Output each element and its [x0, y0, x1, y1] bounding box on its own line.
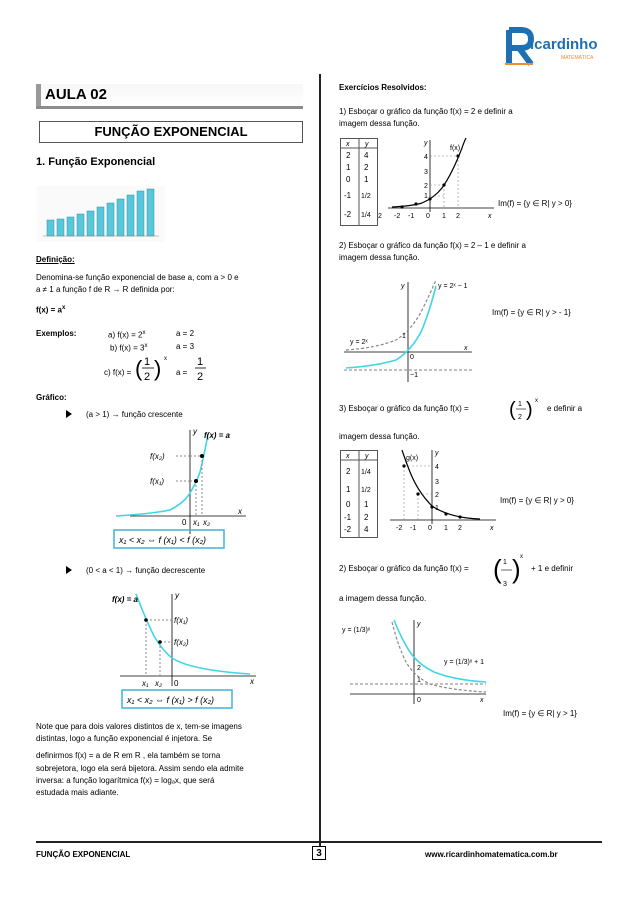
t1-head-x: x: [346, 141, 350, 148]
svg-text:): ): [526, 399, 533, 421]
ex3-fraction: [509, 394, 543, 426]
g2-fa: f(x) = a: [112, 595, 139, 604]
ex2-image: Im(f) = {y ∈ R| y > - 1}: [492, 308, 571, 317]
ex3-line2: imagem dessa função.: [339, 432, 420, 441]
g3-ty3: 3: [424, 169, 428, 176]
t2-head-y: y: [365, 453, 369, 460]
example-c-condition: a =: [176, 368, 188, 377]
svg-text:(: (: [135, 356, 143, 381]
grafico-label: Gráfico:: [36, 393, 67, 402]
formula-text: f(x) = a: [36, 305, 63, 315]
footer-title: FUNÇÃO EXPONENCIAL: [36, 850, 131, 859]
g6-one: 1: [417, 677, 421, 684]
g1-x: x: [238, 507, 242, 516]
decrescente-item: [66, 565, 205, 576]
t1-r3-y: 1/2: [361, 193, 371, 200]
g6-f2: y = (1/3)ˣ + 1: [444, 659, 485, 666]
definicao-line2: a ≠ 1 a função f de R → R definida por:: [36, 285, 175, 294]
t2-r0-y: 1/4: [361, 469, 371, 476]
ex3-line1: 3) Esboçar o gráfico da função f(x) =: [339, 404, 469, 413]
g3-tx3: 1: [442, 213, 446, 220]
t1-r0-y: 4: [364, 151, 369, 160]
ex1-line2: imagem dessa função.: [339, 119, 420, 128]
example-a-text: a) f(x) = 2: [108, 330, 143, 340]
g1-x2: x₂: [203, 518, 211, 527]
ex3-image: Im(f) = {y ∈ R| y > 0}: [500, 496, 574, 505]
g3-x: x: [488, 213, 492, 220]
g4-y: y: [401, 283, 405, 290]
crescente-text: (a > 1) → função crescente: [86, 410, 183, 419]
g5-tx2: 0: [428, 525, 432, 532]
g1-y: y: [193, 427, 197, 436]
t2-r3-x: -1: [344, 513, 352, 522]
g5-tx1: -1: [410, 525, 417, 532]
g3-y: y: [424, 140, 428, 147]
ex1-image: Im(f) = {y ∈ R| y > 0}: [498, 199, 572, 208]
svg-text:): ): [512, 554, 521, 584]
t1-r4-y: 1/4: [361, 212, 371, 219]
g6-two: 2: [417, 665, 421, 672]
t1-r1-y: 2: [364, 163, 369, 172]
example-a: [108, 328, 145, 341]
example-c-cond-fraction: [194, 353, 208, 383]
g2-y: y: [175, 591, 179, 600]
example-b-text: b) f(x) = 3: [110, 343, 145, 353]
g3-ty1: 1: [424, 193, 428, 200]
g3-ty2: 2: [424, 183, 428, 190]
svg-text:(: (: [493, 554, 502, 584]
ex2-line1: 2) Esboçar o gráfico da função f(x) = 2 – 1 e definir a: [339, 241, 526, 250]
definicao-line1: Denomina-se função exponencial de base a, com a > 0 e: [36, 273, 239, 282]
g5-tx4: 2: [458, 525, 462, 532]
t2-r4-y: 4: [364, 525, 369, 534]
ex4-exp: x: [520, 554, 523, 560]
t2-r1-x: 1: [346, 485, 351, 494]
g3-ty4: 4: [424, 154, 428, 161]
logo-text: icardinho: [530, 36, 598, 53]
g4-minus: −1: [410, 372, 418, 379]
t2-r3-y: 2: [364, 513, 369, 522]
bullet-icon: [66, 410, 72, 418]
t2-r1-y: 1/2: [361, 487, 371, 494]
decrescente-text: (0 < a < 1) → função decrescente: [86, 566, 206, 575]
ex3-num: 1: [518, 401, 522, 408]
ex3-line1b: e definir a: [547, 404, 583, 413]
g5-x: x: [490, 525, 494, 532]
example-a-condition: a = 2: [176, 329, 195, 338]
exercicios-heading: Exercícios Resolvidos:: [339, 83, 427, 92]
t1-r2-y: 1: [364, 175, 369, 184]
cond-den: 2: [197, 371, 204, 383]
g1-o: 0: [182, 518, 187, 527]
g5-ty2: 2: [435, 492, 439, 499]
g2-x: x: [250, 677, 254, 686]
g2-relation: x₁ < x₂ ⇔ f (x₁) > f (x₂): [127, 695, 215, 705]
g5-g: g(x): [406, 455, 419, 462]
g3-tx2: 0: [426, 213, 430, 220]
g1-relation: x₁ < x₂ ⇔ f (x₁) < f (x₂): [119, 535, 207, 545]
g3-extra: 2: [378, 213, 382, 220]
g2-x1: x₁: [142, 679, 149, 688]
note-line6: estudada mais adiante.: [36, 788, 119, 797]
graph-decreasing: [110, 590, 260, 712]
ex4-line2: a imagem dessa função.: [339, 594, 427, 603]
g6-zero: 0: [417, 697, 421, 704]
section-heading: 1. Função Exponencial: [36, 156, 156, 168]
logo-subtext: MATEMÁTICA: [561, 55, 594, 61]
cond-num: 1: [197, 356, 204, 368]
note-line2: distintas, logo a função exponencial é injetora. Se: [36, 734, 213, 743]
g2-fx1: f(x₁): [174, 616, 189, 625]
t2-r2-x: 0: [346, 500, 351, 509]
note-line1: Note que para dois valores distintos de x, tem-se imagens: [36, 722, 242, 731]
note-line5: inversa: a função logarítmica f(x) = logₐx, que será: [36, 776, 215, 785]
t1-head-y: y: [365, 141, 369, 148]
page-title: FUNÇÃO EXPONENCIAL: [39, 121, 303, 143]
note-line4: sobrejetora, logo ela será bijetora. Assim sendo ela admite: [36, 764, 244, 773]
example-b-exp: x: [144, 343, 148, 349]
g4-zero: 0: [410, 354, 414, 361]
ex4-image: Im(f) = {y ∈ R| y > 1}: [503, 709, 577, 718]
t2-r0-x: 2: [346, 467, 351, 476]
bar-chart-image: [37, 186, 165, 242]
frac-den: 2: [144, 371, 151, 383]
g3-f: f(x): [450, 145, 461, 152]
graph-increasing: [110, 426, 250, 552]
svg-text:): ): [154, 356, 162, 381]
page-number: 3: [312, 846, 326, 860]
t1-r1-x: 1: [346, 163, 351, 172]
g2-fx2: f(x₂): [174, 638, 189, 647]
g2-x2: x₂: [155, 679, 163, 688]
g5-ty1: 1: [435, 505, 439, 512]
g6-f1: y = (1/3)ˣ: [342, 627, 371, 634]
g4-one: 1: [402, 333, 406, 340]
g5-y: y: [435, 450, 439, 457]
example-c: c) f(x) =: [104, 368, 132, 377]
ex3-graph: [380, 446, 500, 538]
note-line3: definirmos f(x) = a de R em R , ela também se torna: [36, 751, 221, 760]
column-divider: [319, 74, 321, 846]
g3-tx0: -2: [394, 213, 401, 220]
ex4-fraction: [493, 550, 527, 590]
example-b-condition: a = 3: [176, 342, 195, 351]
definicao-label: Definição:: [36, 255, 75, 264]
g4-f: y = 2ˣ − 1: [438, 283, 468, 290]
t2-r2-y: 1: [364, 500, 369, 509]
definicao-formula: [36, 303, 65, 316]
crescente-item: [66, 409, 183, 420]
g3-tx1: -1: [408, 213, 415, 220]
example-a-exp: x: [142, 330, 146, 336]
ex3-table: [340, 450, 378, 538]
g5-tx3: 1: [444, 525, 448, 532]
t1-r4-x: -2: [344, 210, 352, 219]
ex3-exp: x: [535, 398, 538, 404]
ex2-graph: [336, 276, 476, 388]
g2-o: 0: [174, 679, 179, 688]
ex4-num: 1: [503, 559, 507, 566]
footer-website: www.ricardinhomatematica.com.br: [425, 850, 558, 859]
ex4-line1: 2) Esboçar o gráfico da função f(x) =: [339, 564, 469, 573]
g5-ty3: 3: [435, 479, 439, 486]
logo: [503, 24, 603, 68]
ex4-line1b: + 1 e definir: [531, 564, 574, 573]
g6-x: x: [480, 697, 484, 704]
ex1-line1: 1) Esboçar o gráfico da função f(x) = 2 e definir a: [339, 107, 513, 116]
ex4-den: 3: [503, 581, 507, 588]
g1-fx2: f(x₂): [150, 452, 165, 461]
exemplos-label: Exemplos:: [36, 329, 77, 338]
t1-r3-x: -1: [344, 191, 352, 200]
footer-divider: [36, 841, 602, 843]
g4-g: y = 2ˣ: [350, 339, 368, 346]
g3-tx4: 2: [456, 213, 460, 220]
g4-x: x: [464, 345, 468, 352]
ex1-graph: [378, 136, 498, 228]
frac-exp: x: [164, 356, 167, 362]
bullet-icon-2: [66, 566, 72, 574]
aula-title: AULA 02: [36, 84, 303, 106]
example-c-fraction: [134, 352, 174, 386]
ex3-den: 2: [518, 414, 522, 421]
t2-head-x: x: [346, 453, 350, 460]
ex1-table: [340, 138, 378, 226]
g1-x1: x₁: [193, 518, 200, 527]
frac-num: 1: [144, 356, 151, 368]
formula-exp: x: [62, 305, 66, 311]
g1-fa: f(x) = a: [204, 431, 231, 440]
g6-y: y: [417, 621, 421, 628]
t2-r4-x: -2: [344, 525, 352, 534]
g1-fx1: f(x₁): [150, 477, 165, 486]
ex2-line2: imagem dessa função.: [339, 253, 420, 262]
svg-text:(: (: [509, 399, 516, 421]
g5-tx0: -2: [396, 525, 403, 532]
t1-r2-x: 0: [346, 175, 351, 184]
g5-ty4: 4: [435, 464, 439, 471]
t1-r0-x: 2: [346, 151, 351, 160]
ex4-graph: [340, 618, 490, 708]
